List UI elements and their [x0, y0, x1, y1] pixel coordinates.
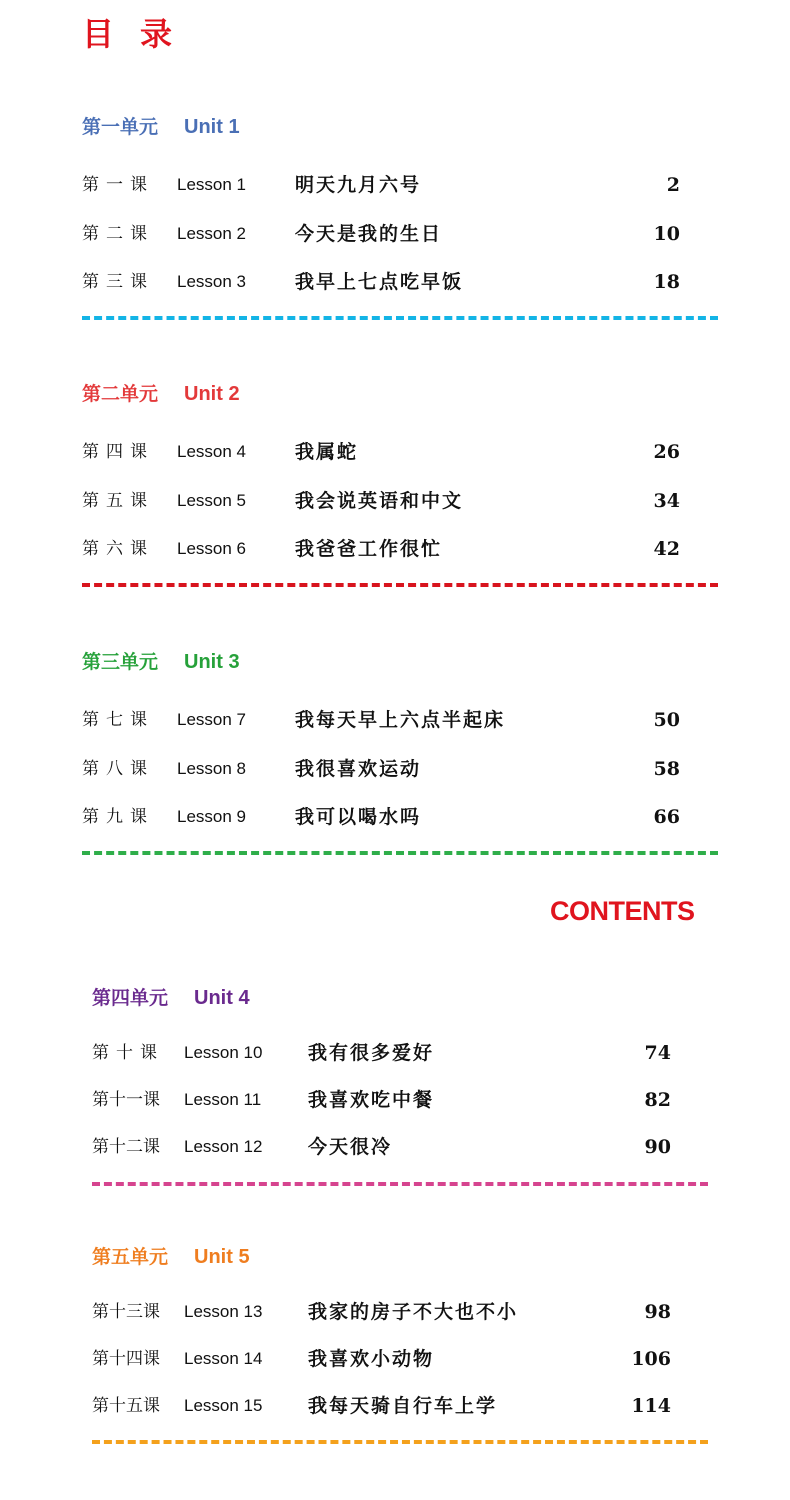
lesson-page: 90: [644, 1136, 671, 1158]
lesson-zh-number: 第九课: [82, 807, 154, 827]
unit-zh-label: 第五单元: [92, 1246, 169, 1268]
page-title: 目录: [82, 15, 199, 53]
lesson-zh-number: 第五课: [82, 491, 154, 511]
lesson-page: 50: [653, 709, 680, 731]
lesson-title: 我早上七点吃早饭: [295, 271, 464, 293]
lesson-title: 我可以喝水吗: [295, 806, 422, 828]
lesson-title: 明天九月六号: [295, 174, 422, 196]
lesson-page: 98: [644, 1301, 671, 1323]
unit-header: [92, 1244, 250, 1270]
lesson-row[interactable]: [0, 1085, 790, 1115]
lesson-row[interactable]: [0, 1297, 790, 1327]
lesson-zh-number: 第十一课: [92, 1090, 160, 1110]
unit-zh-label: 第三单元: [82, 651, 159, 673]
lesson-page: 18: [653, 271, 680, 293]
unit-zh-label: 第四单元: [92, 987, 169, 1009]
lesson-en-number: Lesson 11: [184, 1090, 262, 1109]
lesson-en-number: Lesson 9: [177, 807, 246, 826]
lesson-row[interactable]: [0, 267, 790, 297]
lesson-zh-number: 第四课: [82, 442, 154, 462]
unit-header: [82, 649, 240, 675]
unit-header: [82, 114, 240, 140]
lesson-title: 我家的房子不大也不小: [308, 1301, 519, 1323]
unit-header: [82, 381, 240, 407]
lesson-row[interactable]: [0, 754, 790, 784]
lesson-title: 我有很多爱好: [308, 1042, 435, 1064]
unit-en-label: Unit 2: [184, 383, 240, 405]
lesson-zh-number: 第三课: [82, 272, 154, 292]
lesson-en-number: Lesson 4: [177, 442, 246, 461]
lesson-row[interactable]: [0, 219, 790, 249]
lesson-page: 34: [653, 490, 680, 512]
lesson-en-number: Lesson 8: [177, 759, 246, 778]
lesson-page: 42: [653, 538, 680, 560]
lesson-zh-number: 第八课: [82, 759, 154, 779]
lesson-zh-number: 第一课: [82, 175, 154, 195]
lesson-row[interactable]: [0, 802, 790, 832]
lesson-title: 我喜欢小动物: [308, 1348, 435, 1370]
lesson-title: 今天是我的生日: [295, 223, 443, 245]
unit-en-label: Unit 4: [194, 987, 250, 1009]
lesson-title: 我每天早上六点半起床: [295, 709, 506, 731]
unit-divider: [92, 1440, 708, 1444]
lesson-en-number: Lesson 15: [184, 1396, 263, 1415]
lesson-page: 26: [653, 441, 680, 463]
unit-divider: [92, 1182, 708, 1186]
lesson-zh-number: 第十二课: [92, 1137, 160, 1157]
lesson-row[interactable]: [0, 534, 790, 564]
lesson-row[interactable]: [0, 437, 790, 467]
unit-header: [92, 985, 250, 1011]
lesson-en-number: Lesson 5: [177, 491, 246, 510]
lesson-page: 106: [631, 1348, 671, 1370]
lesson-en-number: Lesson 12: [184, 1137, 263, 1156]
lesson-page: 82: [644, 1089, 671, 1111]
lesson-zh-number: 第十三课: [92, 1302, 160, 1322]
lesson-en-number: Lesson 3: [177, 272, 246, 291]
unit-divider: [82, 851, 718, 855]
lesson-row[interactable]: [0, 1391, 790, 1421]
unit-en-label: Unit 5: [194, 1246, 250, 1268]
lesson-page: 66: [653, 806, 680, 828]
lesson-zh-number: 第七课: [82, 710, 154, 730]
unit-zh-label: 第一单元: [82, 116, 159, 138]
lesson-zh-number: 第六课: [82, 539, 154, 559]
lesson-title: 我属蛇: [295, 441, 359, 463]
lesson-row[interactable]: [0, 486, 790, 516]
lesson-en-number: Lesson 14: [184, 1349, 263, 1368]
lesson-title: 我喜欢吃中餐: [308, 1089, 435, 1111]
lesson-row[interactable]: [0, 1132, 790, 1162]
lesson-zh-number: 第十五课: [92, 1396, 160, 1416]
lesson-zh-number: 第二课: [82, 224, 154, 244]
unit-divider: [82, 583, 718, 587]
lesson-row[interactable]: [0, 170, 790, 200]
lesson-en-number: Lesson 13: [184, 1302, 263, 1321]
lesson-title: 我每天骑自行车上学: [308, 1395, 498, 1417]
lesson-zh-number: 第十课: [92, 1043, 164, 1063]
lesson-page: 10: [653, 223, 680, 245]
lesson-row[interactable]: [0, 1344, 790, 1374]
lesson-en-number: Lesson 1: [177, 175, 246, 194]
unit-divider: [82, 316, 718, 320]
lesson-row[interactable]: [0, 705, 790, 735]
lesson-en-number: Lesson 2: [177, 224, 246, 243]
lesson-page: 114: [631, 1395, 671, 1417]
unit-en-label: Unit 3: [184, 651, 240, 673]
lesson-row[interactable]: [0, 1038, 790, 1068]
unit-zh-label: 第二单元: [82, 383, 159, 405]
lesson-page: 74: [644, 1042, 671, 1064]
lesson-en-number: Lesson 10: [184, 1043, 263, 1062]
lesson-title: 今天很冷: [308, 1136, 393, 1158]
unit-en-label: Unit 1: [184, 116, 240, 138]
lesson-title: 我会说英语和中文: [295, 490, 464, 512]
lesson-page: 2: [666, 174, 680, 196]
contents-heading: CONTENTS: [550, 896, 695, 926]
lesson-en-number: Lesson 7: [177, 710, 246, 729]
lesson-title: 我爸爸工作很忙: [295, 538, 443, 560]
lesson-title: 我很喜欢运动: [295, 758, 422, 780]
lesson-zh-number: 第十四课: [92, 1349, 160, 1369]
lesson-page: 58: [653, 758, 680, 780]
lesson-en-number: Lesson 6: [177, 539, 246, 558]
